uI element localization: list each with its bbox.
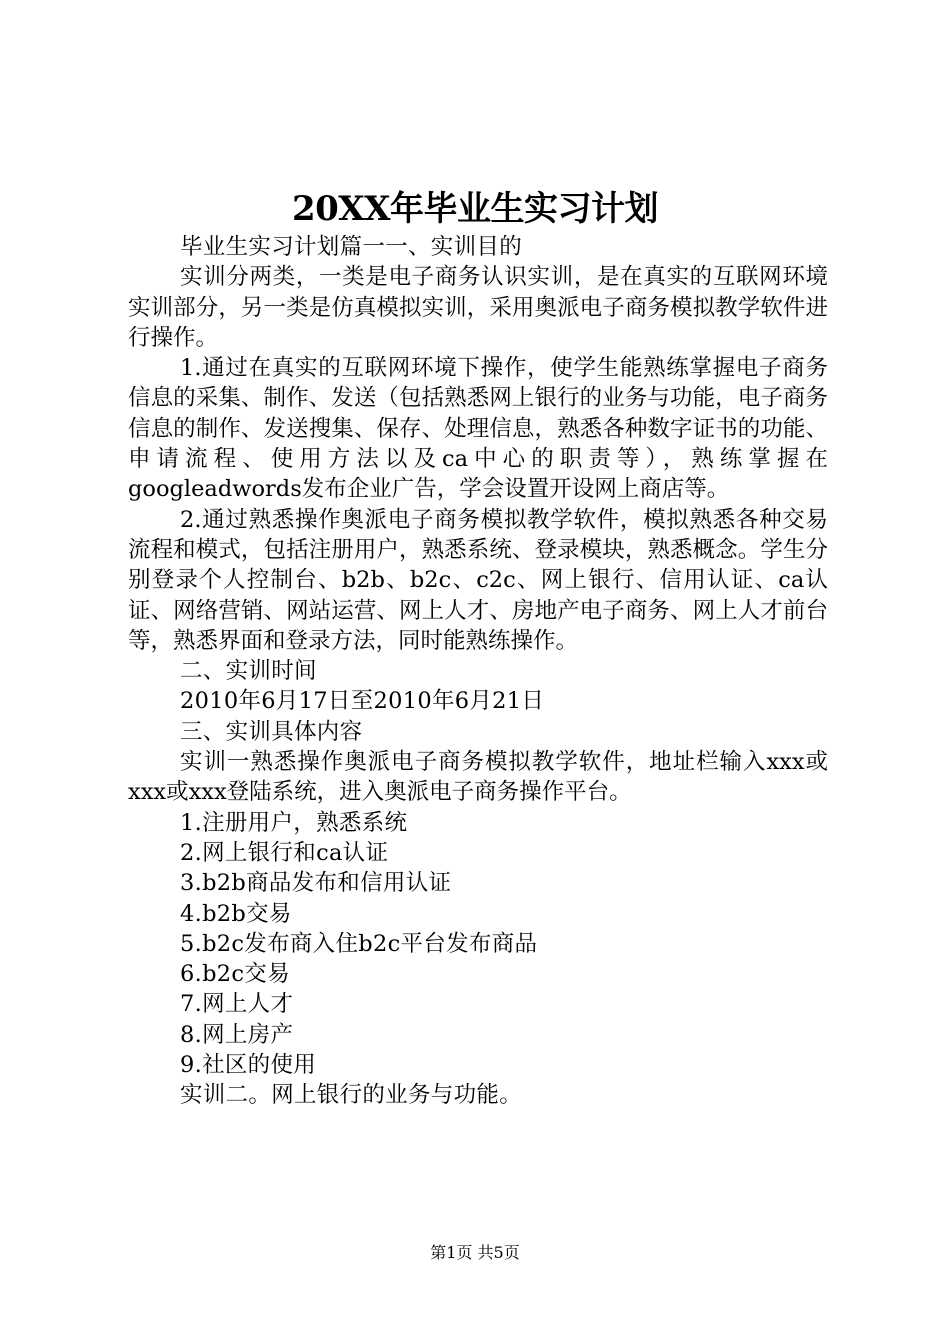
list-item: 5.b2c发布商入住b2c平台发布商品 xyxy=(180,930,538,957)
paragraph-goal-2: 2.通过熟悉操作奥派电子商务模拟教学软件，模拟熟悉各种交易流程和模式，包括注册用户，熟悉系统、登录模块，熟悉概念。学生分别登录个人控制台、b2b、b2c、c2c、网上银行、信用认证、ca认证、网络营销、网站运营、网上人才、房地产电子商务、网上人才前台等，熟悉界面和登录方法，同时能熟练操作。 xyxy=(128,506,828,654)
training-date-range: 2010年6月17日至2010年6月21日 xyxy=(180,688,545,715)
paragraph-training-types: 实训分两类，一类是电子商务认识实训，是在真实的互联网环境实训部分，另一类是仿真模拟实训，采用奥派电子商务模拟教学软件进行操作。 xyxy=(128,264,828,351)
paragraph-training-two: 实训二。网上银行的业务与功能。 xyxy=(180,1082,523,1109)
list-item: 3.b2b商品发布和信用认证 xyxy=(180,870,452,897)
section-heading-purpose: 毕业生实习计划篇一一、实训目的 xyxy=(180,234,523,260)
list-item: 4.b2b交易 xyxy=(180,900,292,927)
list-item: 7.网上人才 xyxy=(180,991,294,1018)
paragraph-goal-1: 1.通过在真实的互联网环境下操作，使学生能熟练掌握电子商务信息的采集、制作、发送（包括熟悉网上银行的业务与功能，电子商务信息的制作、发送搜集、保存、处理信息，熟悉各种数字证书的功能、申请流程、使用方法以及ca中心的职责等），熟练掌握在googleadwords发布企业广告，学会设置开设网上商店等。 xyxy=(128,355,828,503)
list-item: 2.网上银行和ca认证 xyxy=(180,839,389,866)
document-title: 20XX年毕业生实习计划 xyxy=(291,189,659,229)
list-item: 1.注册用户，熟悉系统 xyxy=(180,809,408,836)
section-heading-content: 三、实训具体内容 xyxy=(180,718,363,745)
paragraph-training-one: 实训一熟悉操作奥派电子商务模拟教学软件，地址栏输入xxx或xxx或xxx登陆系统，进入奥派电子商务操作平台。 xyxy=(128,749,828,806)
list-item: 9.社区的使用 xyxy=(180,1052,317,1079)
page-footer: 第1页 共5页 xyxy=(430,1243,520,1262)
section-heading-time: 二、实训时间 xyxy=(180,658,317,685)
list-item: 6.b2c交易 xyxy=(180,961,290,988)
list-item: 8.网上房产 xyxy=(180,1021,294,1048)
document-body xyxy=(128,232,828,1111)
